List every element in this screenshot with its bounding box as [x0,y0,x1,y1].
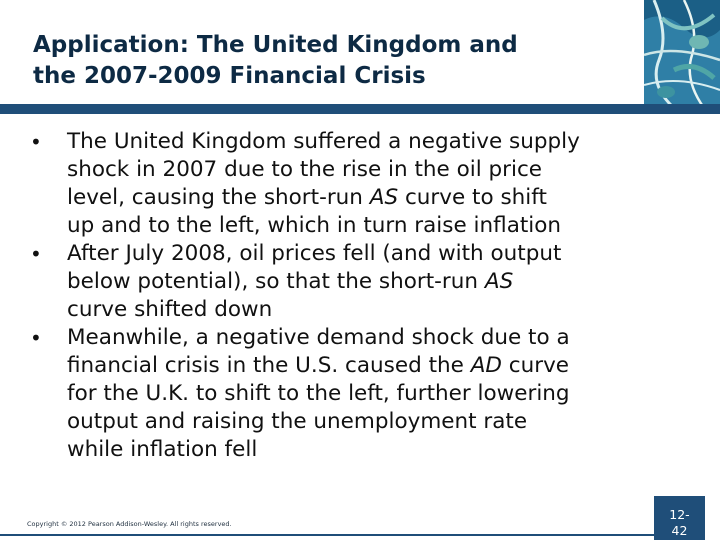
page-number-box [654,496,705,540]
slide-title: Application: The United Kingdom and the 2007-2009 Financial Crisis [33,32,518,89]
bullet-text: output and raising the unemployment rate [67,409,528,434]
bullet-line [67,240,702,268]
bullet-line [67,156,702,184]
bullet-line [67,128,702,156]
italic-term: AS [369,185,399,210]
title-area [0,0,720,104]
abstract-art-icon [644,0,720,108]
bullet-line [67,212,702,240]
italic-term: AD [470,353,502,378]
bullet-text: curve shifted down [67,297,273,322]
page-number: 12- 42 [669,507,690,538]
bullet-text: curve [501,353,570,378]
bullet-text: The United Kingdom suffered a negative supply [67,129,580,154]
bullet-line [67,408,702,436]
bullet-text: curve to shift [398,185,547,210]
bullet-line [67,184,702,212]
bullet-line [67,296,702,324]
bullet-text: for the U.K. to shift to the left, further lowering [67,381,570,406]
bullet-item [30,324,702,464]
bullet-text: After July 2008, oil prices fell (and with output [67,241,562,266]
bullet-text: financial crisis in the U.S. caused the [67,353,471,378]
bullet-text: up and to the left, which in turn raise inflation [67,213,562,238]
bullet-dot: • [30,130,42,154]
bullet-text: while inflation fell [67,437,258,462]
bullet-line [67,324,702,352]
bullet-text: level, causing the short-run [67,185,370,210]
bullet-text: Meanwhile, a negative demand shock due to a [67,325,570,350]
bullet-item [30,240,702,324]
footer-rule [0,534,654,536]
bullet-line [67,380,702,408]
bullet-line [67,268,702,296]
italic-term: AS [484,269,514,294]
bullet-text: shock in 2007 due to the rise in the oil price [67,157,543,182]
bullet-line [67,436,702,464]
bullet-dot: • [30,242,42,266]
title-band [0,104,720,114]
copyright-footer: Copyright © 2012 Pearson Addison-Wesley. All rights reserved. [27,520,232,528]
bullet-line [67,352,702,380]
bullet-text: below potential), so that the short-run [67,269,485,294]
bullet-list [30,128,702,464]
bullet-dot: • [30,326,42,350]
bullet-item [30,128,702,240]
